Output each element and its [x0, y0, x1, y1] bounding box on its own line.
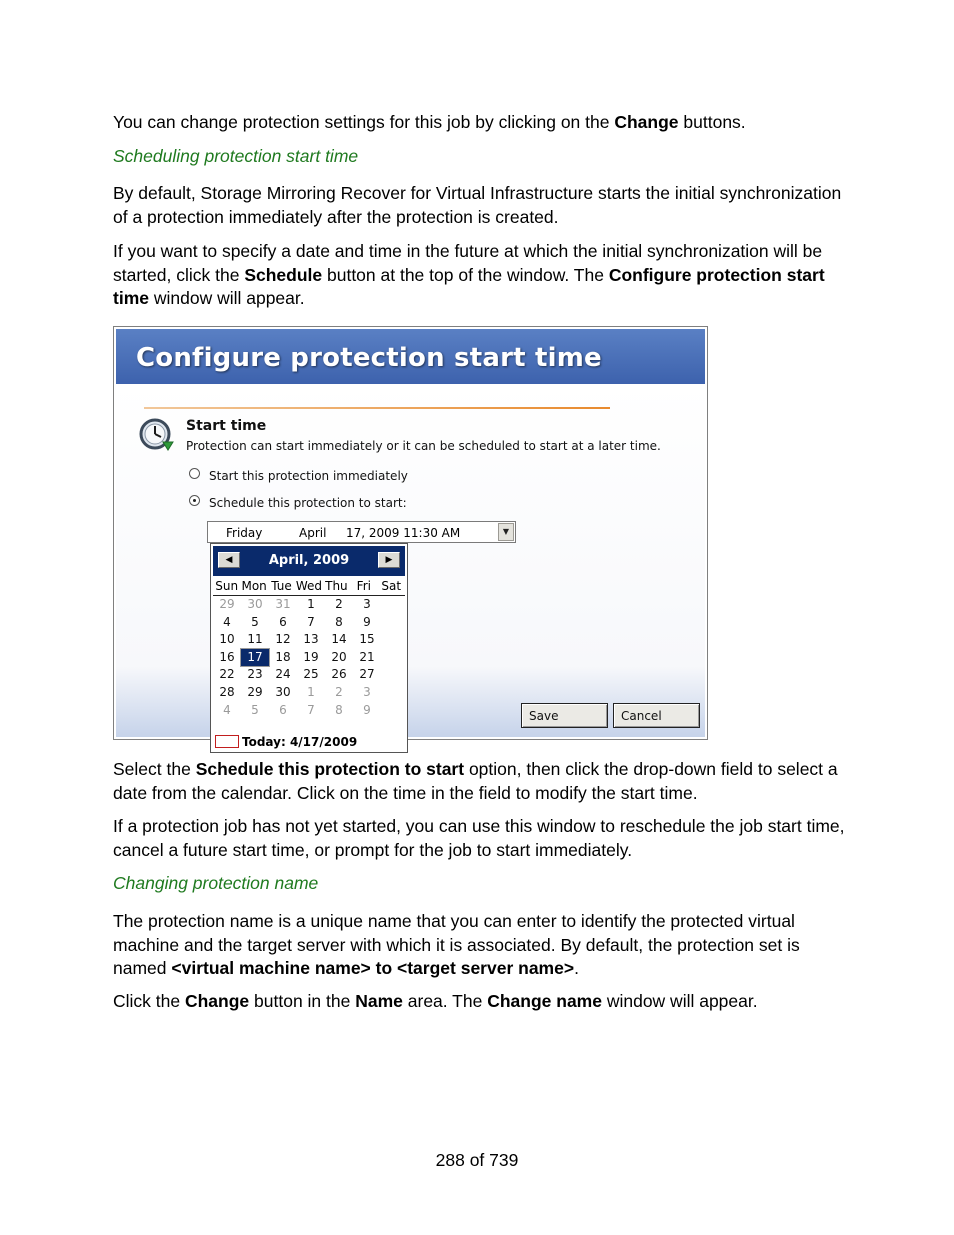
calendar-day[interactable]: 23 [247, 667, 263, 682]
calendar-day[interactable]: 11 [247, 632, 263, 647]
calendar-day[interactable]: 18 [275, 649, 291, 664]
schedule-start-radio[interactable] [189, 495, 200, 506]
calendar-day[interactable]: 9 [363, 614, 371, 629]
calendar-day[interactable]: 31 [275, 597, 291, 611]
weekday-label: Tue [271, 579, 292, 593]
calendar-day[interactable]: 12 [275, 632, 291, 647]
calendar-day[interactable]: 16 [219, 649, 235, 664]
next-month-button[interactable]: ▶ [378, 552, 400, 568]
prev-month-button[interactable]: ◀ [218, 552, 240, 568]
calendar-day[interactable]: 20 [331, 649, 347, 664]
calendar-day[interactable]: 9 [363, 702, 371, 717]
calendar-day[interactable]: 6 [279, 614, 287, 629]
calendar-day[interactable]: 7 [307, 614, 315, 629]
section-heading-scheduling: Scheduling protection start time [113, 146, 359, 166]
today-label: Today: 4/17/2009 [242, 735, 358, 749]
calendar-today[interactable] [215, 735, 357, 749]
weekday-label: Wed [295, 579, 323, 593]
protection-name-paragraph: The protection name is a unique name that you can enter to identify the protected virtual machine and the target server with which it is associated. By default, the protection set is named <virtual machine name> to <target server name>. [113, 911, 800, 978]
calendar-day[interactable]: 25 [303, 667, 319, 682]
configure-protection-start-time-screenshot [113, 326, 708, 749]
select-schedule-paragraph: Select the Schedule this protection to start option, then click the drop-down field to select a date from the calendar. Click on the time in the field to modify the start time. [113, 759, 838, 803]
calendar-day[interactable]: 6 [279, 702, 287, 717]
dialog-title: Configure protection start time [136, 343, 602, 373]
schedule-instructions-paragraph: If you want to specify a date and time in the future at which the initial synchronization will be started, click the Schedule button at the top of the window. The Configure protection start time window will appear. [113, 241, 825, 308]
start-datetime-picker[interactable] [207, 521, 516, 543]
calendar-month-label: April, 2009 [268, 553, 350, 568]
calendar-day[interactable]: 5 [251, 702, 259, 717]
clock-icon [138, 415, 176, 453]
start-time-description: Protection can start immediately or it can be scheduled to start at a later time. [186, 439, 661, 453]
calendar-day[interactable]: 8 [335, 614, 343, 629]
change-name-paragraph: Click the Change button in the Name area. The Change name window will appear. [113, 991, 758, 1011]
calendar-day[interactable]: 7 [307, 702, 315, 717]
calendar-day[interactable]: 1 [307, 597, 315, 611]
calendar-day[interactable]: 2 [335, 684, 343, 699]
weekday-label: Sun [215, 579, 239, 593]
calendar-weekday-row [213, 579, 405, 596]
calendar-day[interactable]: 3 [363, 597, 371, 611]
calendar-day[interactable]: 1 [307, 684, 315, 699]
datetime-month[interactable]: April [299, 526, 327, 540]
calendar-day[interactable]: 19 [303, 649, 319, 664]
section-heading-name: Changing protection name [113, 873, 319, 893]
default-sync-paragraph: By default, Storage Mirroring Recover for Virtual Infrastructure starts the initial synchronization of a protection immediately after the protection is created. [113, 183, 842, 227]
section-divider [144, 407, 610, 409]
calendar-day[interactable]: 4 [223, 614, 231, 629]
start-time-title: Start time [186, 418, 267, 434]
weekday-label: Mon [241, 579, 267, 593]
calendar-day[interactable]: 30 [275, 684, 291, 699]
calendar-day[interactable]: 4 [223, 702, 231, 717]
schedule-start-label: Schedule this protection to start: [209, 496, 407, 510]
today-marker [215, 735, 239, 748]
calendar-day[interactable]: 5 [251, 614, 259, 629]
calendar-day[interactable]: 15 [359, 632, 375, 647]
reschedule-paragraph: If a protection job has not yet started, you can use this window to reschedule the job start time, cancel a future start time, or prompt for the job to start immediately. [113, 816, 845, 860]
calendar-day[interactable]: 13 [303, 632, 319, 647]
calendar-header [213, 546, 405, 576]
calendar-day[interactable]: 29 [247, 684, 263, 699]
cancel-button[interactable]: Cancel [613, 703, 700, 728]
dialog-header [116, 329, 705, 384]
calendar-day[interactable]: 27 [359, 667, 375, 682]
calendar-day[interactable]: 10 [219, 632, 235, 647]
calendar-day-selected[interactable]: 17 [241, 649, 269, 667]
weekday-label: Thu [325, 579, 348, 593]
calendar-day[interactable]: 3 [363, 684, 371, 699]
dialog-body [116, 384, 705, 749]
start-immediately-radio[interactable] [189, 468, 200, 479]
weekday-label: Sat [381, 579, 402, 593]
calendar-day[interactable]: 2 [335, 597, 343, 611]
save-button[interactable]: Save [521, 703, 608, 728]
calendar-day-grid [213, 596, 405, 719]
calendar-day[interactable]: 24 [275, 667, 291, 682]
datetime-date-time[interactable]: 17, 2009 11:30 AM [346, 526, 461, 540]
calendar-day[interactable]: 22 [219, 667, 235, 682]
calendar-popup [210, 543, 408, 753]
calendar-day[interactable]: 21 [359, 649, 375, 664]
calendar-day[interactable]: 28 [219, 684, 235, 699]
calendar-day[interactable]: 14 [331, 632, 347, 647]
dropdown-arrow-icon[interactable]: ▼ [498, 523, 514, 541]
calendar-day[interactable]: 26 [331, 667, 347, 682]
intro-paragraph: You can change protection settings for this job by clicking on the Change buttons. [113, 112, 746, 132]
calendar-day[interactable]: 29 [219, 597, 235, 611]
calendar-day[interactable]: 8 [335, 702, 343, 717]
datetime-day[interactable]: Friday [226, 526, 263, 540]
start-immediately-label: Start this protection immediately [209, 469, 408, 483]
page-number: 288 of 739 [435, 1150, 519, 1170]
weekday-label: Fri [356, 579, 371, 593]
calendar-day[interactable]: 30 [247, 597, 263, 611]
